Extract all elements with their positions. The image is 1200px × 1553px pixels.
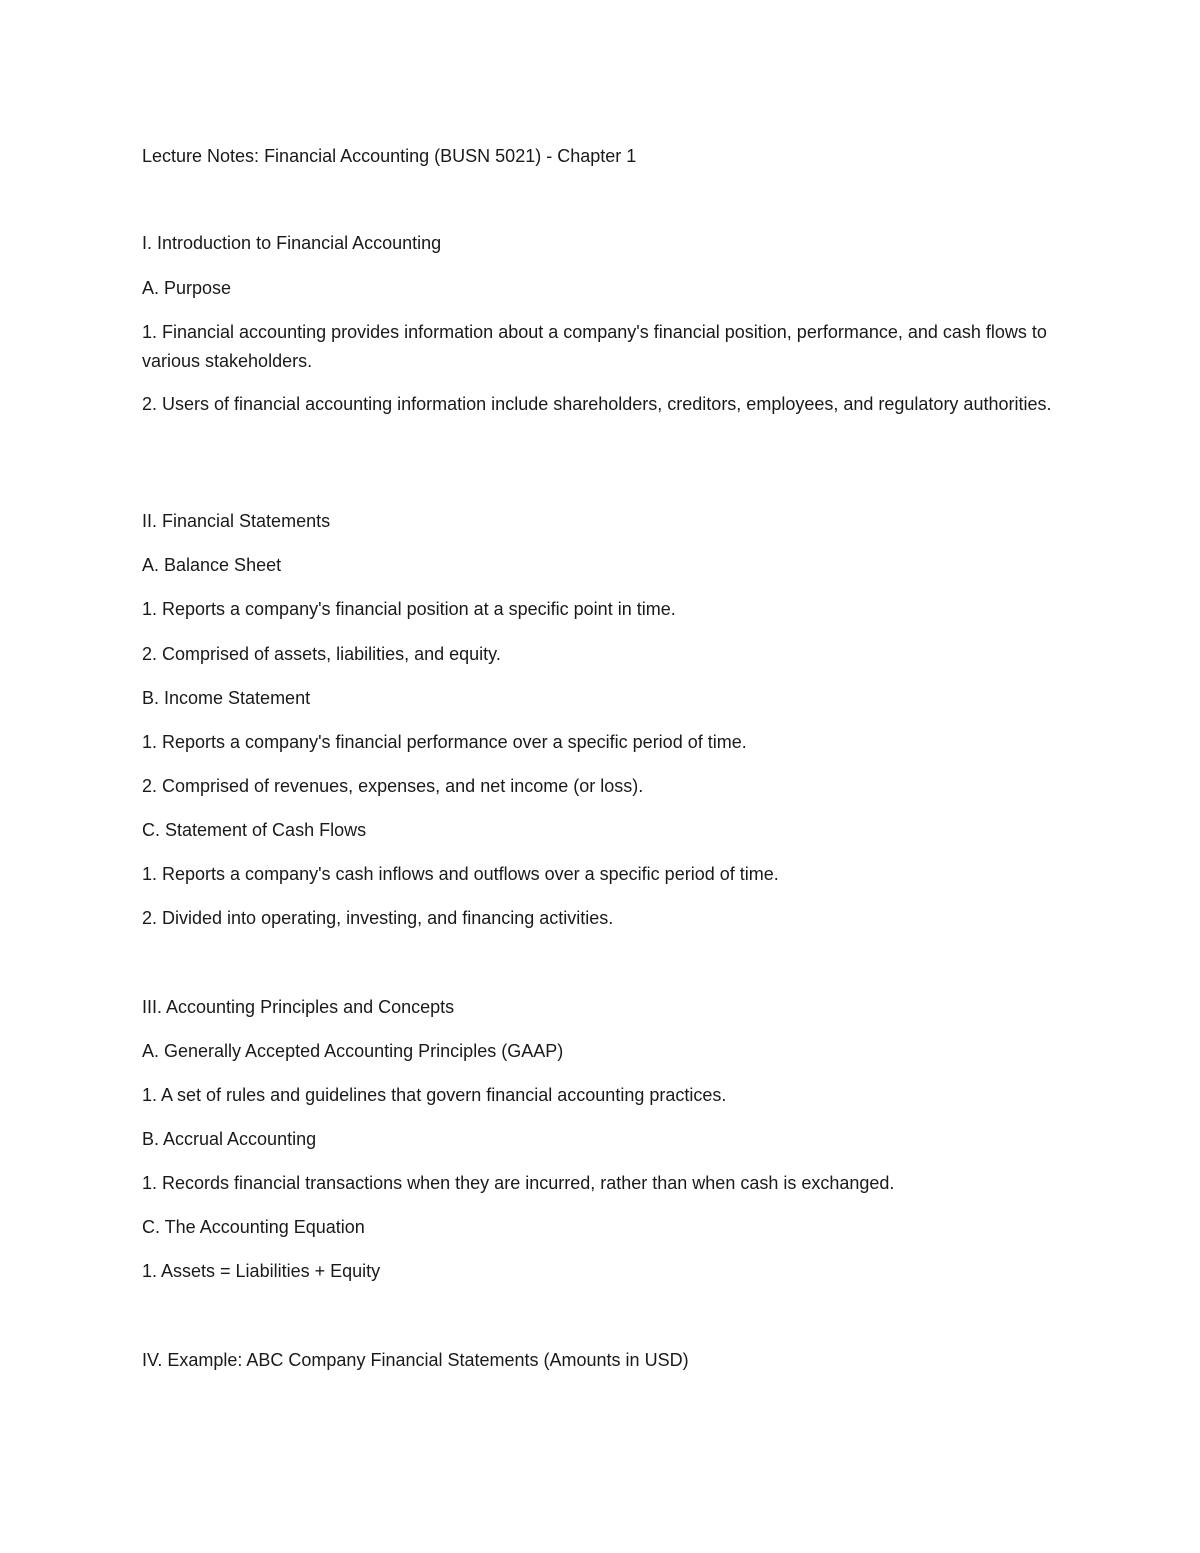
list-item: 1. Reports a company's financial performance over a specific period of time.	[142, 732, 747, 752]
subheading-cash-flows: C. Statement of Cash Flows	[142, 820, 367, 840]
subheading-purpose: A. Purpose	[142, 278, 232, 298]
list-item: 2. Divided into operating, investing, and financing activities.	[142, 908, 614, 928]
subheading-gaap: A. Generally Accepted Accounting Principles (GAAP)	[142, 1041, 564, 1061]
document-title: Lecture Notes: Financial Accounting (BUSN 5021) - Chapter 1	[142, 146, 637, 166]
list-item: 1. Assets = Liabilities + Equity	[142, 1261, 381, 1281]
list-item: 1. Reports a company's financial position at a specific point in time.	[142, 599, 676, 619]
list-item: 1. A set of rules and guidelines that govern financial accounting practices.	[142, 1085, 727, 1105]
subheading-accounting-equation: C. The Accounting Equation	[142, 1217, 365, 1237]
list-item: 2. Users of financial accounting information include shareholders, creditors, employees, and regulatory authorities.	[142, 394, 1052, 414]
subheading-balance-sheet: A. Balance Sheet	[142, 555, 282, 575]
section-heading-example: IV. Example: ABC Company Financial Statements (Amounts in USD)	[142, 1350, 689, 1370]
list-item: 1. Records financial transactions when they are incurred, rather than when cash is exchanged.	[142, 1173, 895, 1193]
list-item: 2. Comprised of assets, liabilities, and equity.	[142, 644, 501, 664]
list-item: 1. Financial accounting provides information about a company's financial position, performance, and cash flows to various stakeholders.	[142, 322, 1047, 371]
section-heading-introduction: I. Introduction to Financial Accounting	[142, 233, 442, 253]
section-heading-principles: III. Accounting Principles and Concepts	[142, 997, 455, 1017]
subheading-accrual: B. Accrual Accounting	[142, 1129, 317, 1149]
list-item: 2. Comprised of revenues, expenses, and net income (or loss).	[142, 776, 644, 796]
list-item: 1. Reports a company's cash inflows and outflows over a specific period of time.	[142, 864, 779, 884]
section-heading-financial-statements: II. Financial Statements	[142, 511, 331, 531]
subheading-income-statement: B. Income Statement	[142, 688, 311, 708]
